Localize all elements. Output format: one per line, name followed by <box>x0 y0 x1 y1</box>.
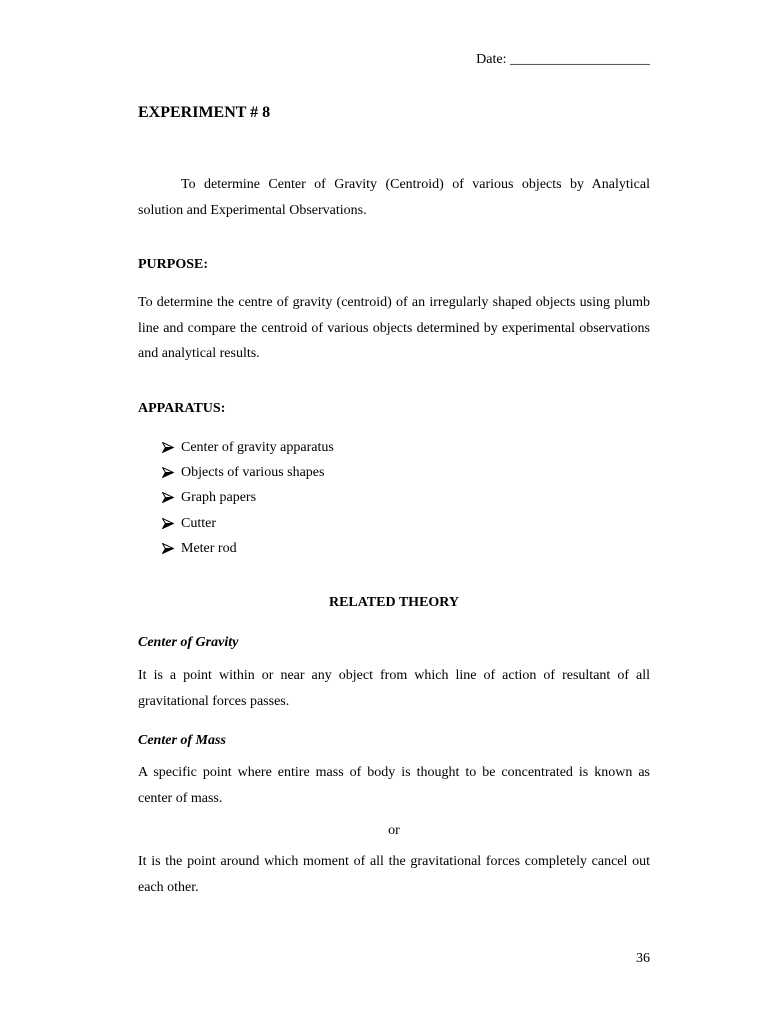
apparatus-list <box>138 435 650 561</box>
purpose-paragraph <box>138 290 650 367</box>
apparatus-item <box>138 460 650 485</box>
arrowhead-bullet-icon <box>162 518 174 529</box>
apparatus-item <box>138 485 650 510</box>
experiment-title: EXPERIMENT # 8 <box>138 104 271 121</box>
apparatus-item-label: Center of gravity apparatus <box>181 440 334 455</box>
paragraph-line: gravitational forces passes. <box>138 693 290 709</box>
paragraph-line: It is a point within or near any object from which line of action of resultant of all <box>138 668 650 683</box>
arrowhead-bullet-icon <box>162 467 174 478</box>
apparatus-item-label: Cutter <box>181 515 216 531</box>
paragraph-line: It is the point around which moment of all the gravitational forces completely cancel out <box>138 854 650 869</box>
objective-paragraph <box>138 172 650 223</box>
paragraph-line: line and compare the centroid of various objects determined by experimental observations <box>138 320 650 336</box>
center-of-mass-alternate-paragraph <box>138 849 650 900</box>
paragraph-line: and analytical results. <box>138 346 260 361</box>
arrowhead-bullet-icon <box>162 442 174 453</box>
paragraph-line: solution and Experimental Observations. <box>138 202 367 218</box>
paragraph-line: each other. <box>138 879 199 895</box>
paragraph-line: To determine Center of Gravity (Centroid) of various objects by Analytical <box>181 177 650 192</box>
apparatus-item-label: Objects of various shapes <box>181 465 325 481</box>
apparatus-item-label: Graph papers <box>181 490 257 506</box>
center-of-gravity-heading: Center of Gravity <box>138 635 239 650</box>
or-separator: or <box>388 823 400 838</box>
apparatus-list-container <box>138 435 650 561</box>
arrowhead-bullet-icon <box>162 543 174 554</box>
center-of-mass-heading: Center of Mass <box>138 733 226 748</box>
paragraph-line: center of mass. <box>138 790 223 806</box>
date-field: Date: ____________________ <box>476 52 650 67</box>
purpose-heading: PURPOSE: <box>138 257 208 272</box>
arrowhead-bullet-icon <box>162 492 174 503</box>
page-number: 36 <box>636 951 650 966</box>
paragraph-line: A specific point where entire mass of body is thought to be concentrated is known as <box>138 765 650 780</box>
center-of-gravity-paragraph <box>138 663 650 714</box>
apparatus-item <box>138 536 650 561</box>
apparatus-item <box>138 511 650 536</box>
related-theory-heading: RELATED THEORY <box>328 595 460 610</box>
apparatus-item <box>138 435 650 460</box>
paragraph-line: To determine the centre of gravity (centroid) of an irregularly shaped objects using plumb <box>138 295 650 310</box>
apparatus-item-label: Meter rod <box>181 540 237 556</box>
center-of-mass-paragraph <box>138 760 650 811</box>
apparatus-heading: APPARATUS: <box>138 401 226 416</box>
